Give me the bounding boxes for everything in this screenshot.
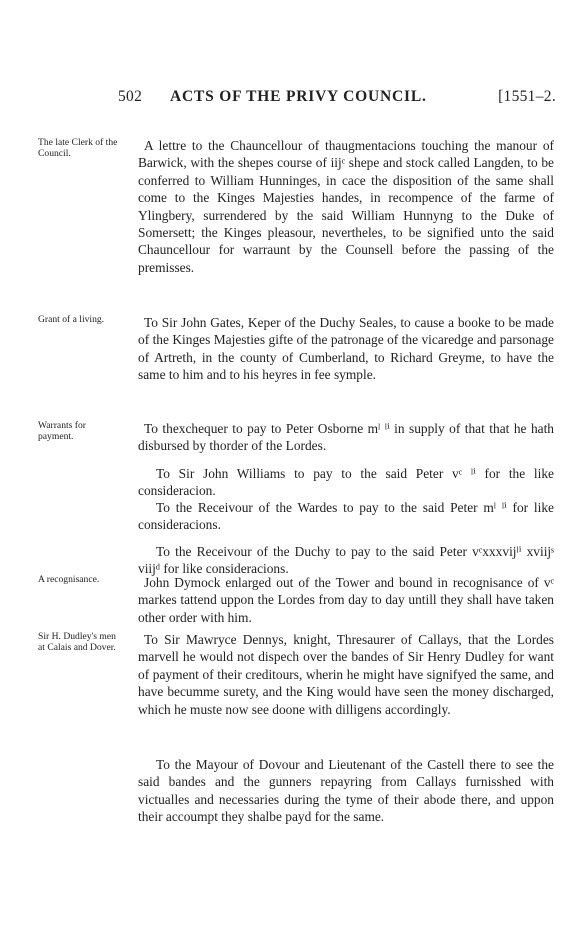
page-title: ACTS OF THE PRIVY COUNCIL. (170, 88, 427, 105)
side-note-recognisance: A recognisance. (38, 574, 100, 585)
paragraph-dover-mayor: To the Mayour of Dovour and Lieutenant of the Castell there to see the said bandes and the gunners repayring from Callays furnisshed with victualles and necessaries during the tyme of their abode there, and uppon their accoumpt they shalbe payd for the same. (138, 757, 554, 825)
paragraph-barwick-letter: A lettre to the Chauncellour of thaugmentacions touching the manour of Barwick, with the shepes course of iijᶜ shepe and stock called Langden, to be conferred to William Hunninges, in cace the disposition of the same shall come to the Kinges Majesties handes, in recompence of the farme of Ylingbery, surrendered by the said William Hunnyng to the Duke of Somersett; the Kinges pleasour, nevertheles, to be signified unto the said Chauncellour for warraunt by the Counsell before the passing of the premisses. (138, 138, 554, 275)
side-note-grant-of-living: Grant of a living. (38, 314, 105, 325)
paragraph-gates-patronage: To Sir John Gates, Keper of the Duchy Seales, to cause a booke to be made of the Kinges Majesties gifte of the patronage of the vicaredge and parsonage of Artreth, in the county of Cumberland, to Richard Greyme, to have the same to him and to his heyres in fee symple. (138, 315, 554, 383)
paragraph-wardes-payment: To the Receivour of the Wardes to pay to the said Peter mˡ ˡⁱ for like consideracions. (138, 500, 554, 533)
page-number: 502 (118, 88, 143, 105)
side-note-late-clerk: The late Clerk of the Council. (38, 137, 118, 159)
header-year: [1551–2. (498, 88, 556, 105)
paragraph-dymock-recognisance: John Dymock enlarged out of the Tower and bound in recognisance of vᶜ markes tattend uppon the Lordes from day to day untill they shall have taken other order with him. (138, 575, 554, 625)
paragraph-duchy-payment: To the Receivour of the Duchy to pay to the said Peter vᶜxxxvijˡⁱ xviijˢ viijᵈ for like consideracions. (138, 544, 554, 577)
paragraph-exchequer-payment: To thexchequer to pay to Peter Osborne mˡ ˡⁱ in supply of that that he hath disbursed by thorder of the Lordes. (138, 421, 554, 454)
paragraph-williams-payment: To Sir John Williams to pay to the said Peter vᶜ ˡⁱ for the like consideracion. (138, 466, 554, 499)
running-header (118, 88, 560, 112)
side-note-dudley-men: Sir H. Dudley's men at Calais and Dover. (38, 631, 116, 653)
paragraph-dennys-letter: To Sir Mawryce Dennys, knight, Thresaurer of Callays, that the Lordes marvell he would not dispech over the bandes of Sir Henry Dudley for want of payment of their creditours, wherin he might have signifyed the same, and have becumme surety, and the King would have seen the money discharged, which he muste now see doone with dilligens accordingly. (138, 632, 554, 717)
side-note-warrants: Warrants for payment. (38, 420, 86, 442)
